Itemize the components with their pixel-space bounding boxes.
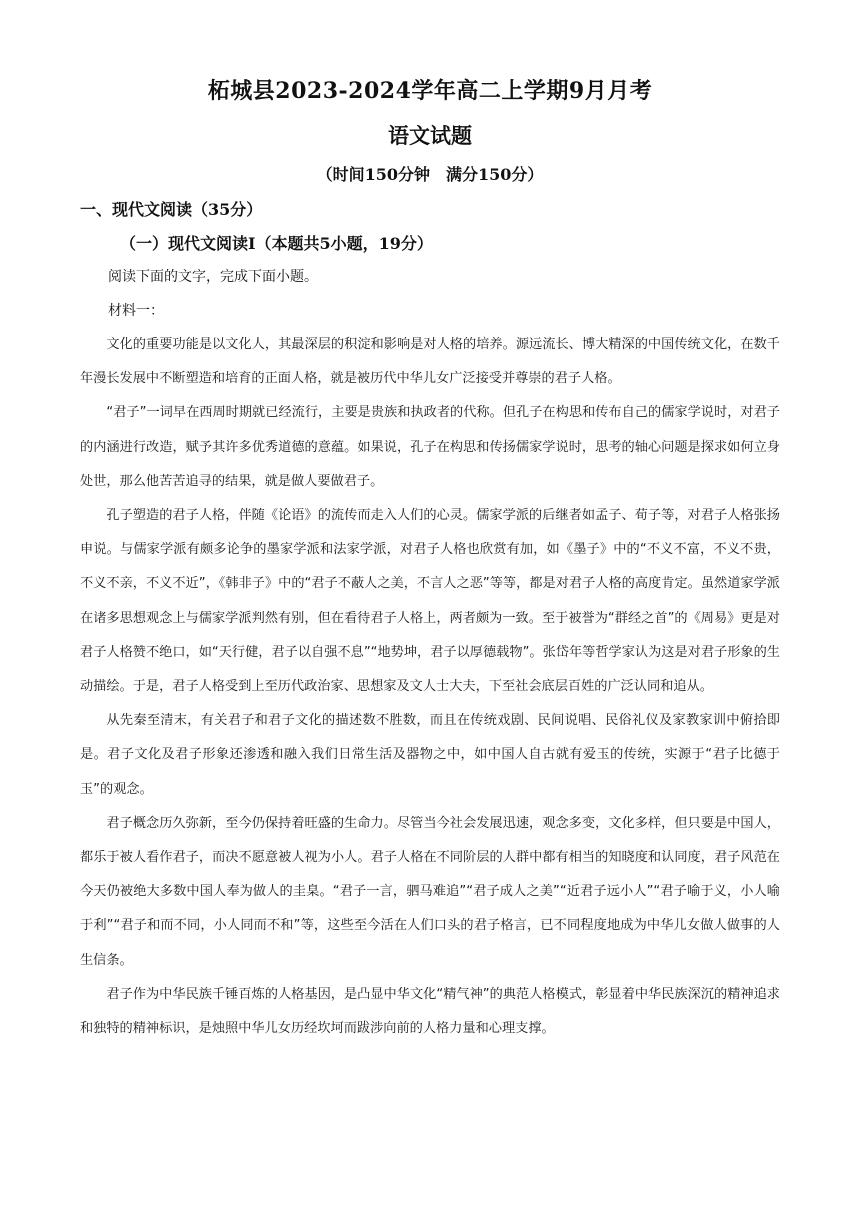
exam-title: 柘城县2023-2024学年高二上学期9月月考 <box>207 78 653 104</box>
paragraph: 君子概念历久弥新，至今仍保持着旺盛的生命力。尽管当今社会发展迅速，观念多变，文化多样，但只要是中国人，都乐于被人看作君子，而决不愿意被人视为小人。君子人格在不同阶层的人群中都有相当的知晓度和认同度，君子风范在今天仍被绝大多数中国人奉为做人的圭臬。“君子一言，驷马难追”“君子成人之美”“近君子远小人”“君子喻于义，小人喻于利”“君子和而不同，小人同而不和”等，这些至今活在人们口头的君子格言，已不同程度地成为中华儿女做人做事的人生信条。 <box>80 815 780 968</box>
paragraph: 君子作为中华民族千锤百炼的人格基因，是凸显中华文化“精气神”的典范人格模式，彰显着中华民族深沉的精神追求和独特的精神标识，是烛照中华儿女历经坎坷而跋涉向前的人格力量和心理支撑。 <box>80 986 780 1037</box>
paragraph: 孔子塑造的君子人格，伴随《论语》的流传而走入人们的心灵。儒家学派的后继者如孟子、荀子等，对君子人格张扬申说。与儒家学派有颇多论争的墨家学派和法家学派，对君子人格也欣赏有加，如《墨子》中的“不义不富，不义不贵，不义不亲，不义不近”，《韩非子》中的“君子不蔽人之美，不言人之恶”等等，都是对君子人格的高度肯定。虽然道家学派在诸多思想观念上与儒家学派判然有别，但在看待君子人格上，两者颇为一致。至于被誉为“群经之首”的《周易》更是对君子人格赞不绝口，如“天行健，君子以自强不息”“地势坤，君子以厚德载物”。张岱年等哲学家认为这是对君子形象的生动描绘。于是，君子人格受到上至历代政治家、思想家及文人士大夫，下至社会底层百姓的广泛认同和追从。 <box>80 508 780 695</box>
material-label: 材料一： <box>108 303 164 319</box>
exam-subject: 语文试题 <box>388 123 472 148</box>
reading-instruction: 阅读下面的文字，完成下面小题。 <box>108 269 318 285</box>
material-body <box>80 328 780 1046</box>
subsection-heading: （一）现代文阅读Ⅰ（本题共5小题，19分） <box>120 234 433 253</box>
exam-time-info: （时间150分钟 满分150分） <box>316 165 544 184</box>
section-heading: 一、现代文阅读（35分） <box>80 200 263 219</box>
paragraph: “君子”一词早在西周时期就已经流行，主要是贵族和执政者的代称。但孔子在构思和传布自己的儒家学说时，对君子的内涵进行改造，赋予其许多优秀道德的意蕴。如果说，孔子在构思和传扬儒家学说时，思考的轴心问题是探求如何立身处世，那么他苦苦追寻的结果，就是做人要做君子。 <box>80 405 780 489</box>
paragraph: 从先秦至清末，有关君子和君子文化的描述数不胜数，而且在传统戏剧、民间说唱、民俗礼仪及家教家训中俯拾即是。君子文化及君子形象还渗透和融入我们日常生活及器物之中，如中国人自古就有爱玉的传统，实源于“君子比德于玉”的观念。 <box>80 713 780 797</box>
paragraph: 文化的重要功能是以文化人，其最深层的积淀和影响是对人格的培养。源远流长、博大精深的中国传统文化，在数千年漫长发展中不断塑造和培育的正面人格，就是被历代中华儿女广泛接受并尊崇的君子人格。 <box>80 337 780 387</box>
